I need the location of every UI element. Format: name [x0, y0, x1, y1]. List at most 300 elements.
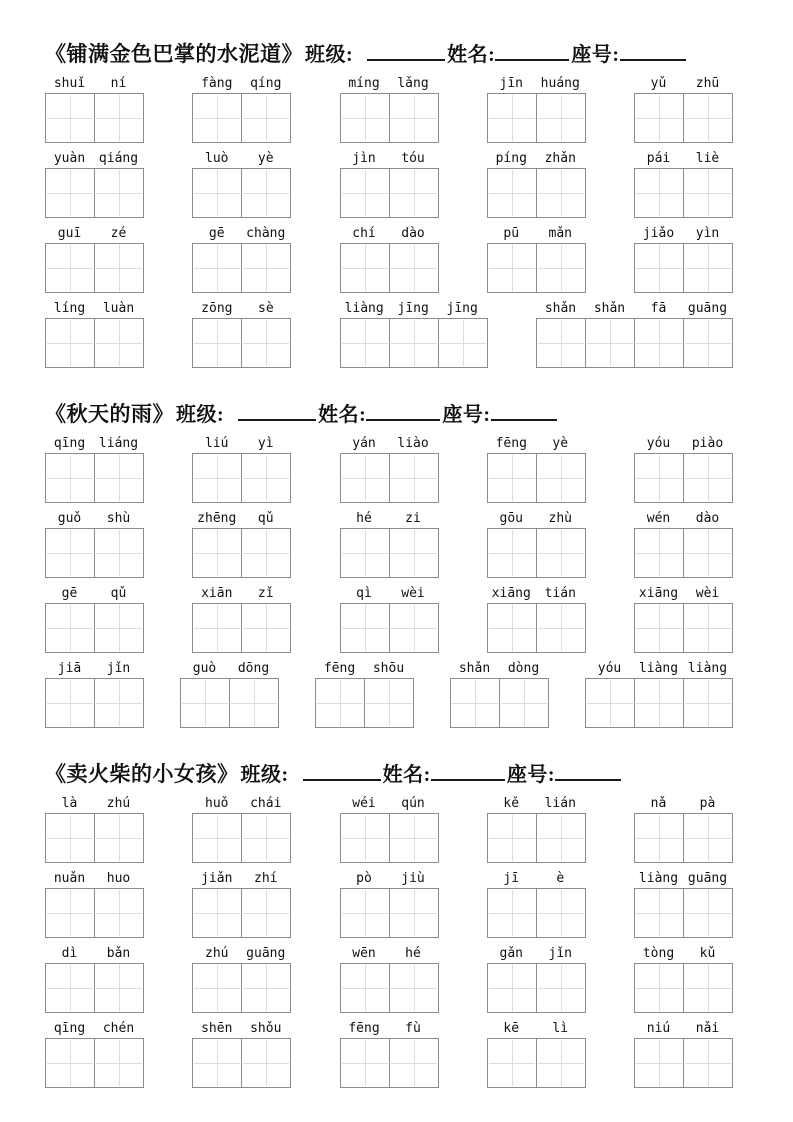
word-group: [192, 871, 291, 938]
box-row: [192, 1038, 291, 1088]
word-group: [340, 301, 488, 368]
box-row: [340, 453, 439, 503]
character-box[interactable]: [634, 243, 684, 293]
character-box[interactable]: [683, 168, 733, 218]
pinyin-row: [634, 511, 733, 526]
pinyin-syllable: shǎn: [458, 661, 491, 676]
pinyin-syllable: zhū: [695, 76, 720, 91]
word-group: [45, 946, 144, 1013]
character-box[interactable]: [634, 528, 684, 578]
name-blank[interactable]: [431, 767, 505, 781]
character-box[interactable]: [487, 453, 537, 503]
box-row: [487, 453, 586, 503]
pinyin-syllable: qīng: [53, 436, 86, 451]
seat-label: 座号:: [442, 404, 491, 426]
character-box[interactable]: [487, 813, 537, 863]
pinyin-syllable: guāng: [246, 946, 286, 961]
pinyin-syllable: liàng: [638, 871, 679, 886]
character-box[interactable]: [487, 888, 537, 938]
character-box[interactable]: [340, 243, 390, 293]
word-group: [487, 511, 586, 578]
pinyin-syllable: hé: [356, 511, 372, 526]
pinyin-syllable: nuǎn: [53, 871, 86, 886]
character-box[interactable]: [241, 93, 291, 143]
pinyin-syllable: gē: [208, 226, 225, 241]
word-group: [45, 301, 144, 368]
pinyin-row: [45, 301, 144, 316]
pinyin-row: [340, 586, 439, 601]
pinyin-row: [340, 436, 439, 451]
section-title: 《铺满金色巴掌的水泥道》: [45, 42, 303, 66]
character-box[interactable]: [340, 453, 390, 503]
box-row: [192, 963, 291, 1013]
box-row: [192, 243, 291, 293]
character-box[interactable]: [45, 813, 95, 863]
box-row: [585, 678, 733, 728]
character-box[interactable]: [94, 678, 144, 728]
pinyin-row: [340, 796, 439, 811]
pinyin-syllable: jīn: [499, 76, 523, 91]
character-box[interactable]: [683, 93, 733, 143]
character-box[interactable]: [94, 528, 144, 578]
seat-blank[interactable]: [620, 47, 686, 61]
character-box[interactable]: [340, 963, 390, 1013]
pinyin-syllable: jǐn: [548, 946, 572, 961]
box-row: [340, 1038, 439, 1088]
pinyin-row: [192, 226, 291, 241]
box-row: [45, 243, 144, 293]
word-row: [45, 151, 733, 218]
character-box[interactable]: [241, 453, 291, 503]
box-row: [487, 93, 586, 143]
word-group: [192, 796, 291, 863]
word-group: [634, 76, 733, 143]
character-box[interactable]: [45, 93, 95, 143]
character-box[interactable]: [192, 813, 242, 863]
box-row: [634, 963, 733, 1013]
character-box[interactable]: [340, 888, 390, 938]
box-row: [487, 1038, 586, 1088]
character-box[interactable]: [241, 1038, 291, 1088]
character-box[interactable]: [389, 963, 439, 1013]
character-box[interactable]: [45, 963, 95, 1013]
character-box[interactable]: [94, 93, 144, 143]
pinyin-syllable: gōu: [499, 511, 523, 526]
class-blank[interactable]: [238, 407, 316, 421]
pinyin-syllable: shǎn: [593, 301, 626, 316]
box-row: [487, 243, 586, 293]
pinyin-syllable: qì: [356, 586, 372, 601]
pinyin-syllable: zǐ: [257, 586, 274, 601]
character-box[interactable]: [94, 1038, 144, 1088]
pinyin-syllable: jiù: [401, 871, 425, 886]
pinyin-row: [634, 151, 733, 166]
pinyin-syllable: lián: [544, 796, 576, 811]
pinyin-syllable: xiān: [201, 586, 233, 601]
pinyin-syllable: fù: [405, 1021, 421, 1036]
class-blank[interactable]: [367, 47, 445, 61]
word-group: [634, 871, 733, 938]
word-group: [487, 1021, 586, 1088]
character-box[interactable]: [241, 243, 291, 293]
box-row: [634, 888, 733, 938]
pinyin-syllable: guī: [57, 226, 82, 241]
character-box[interactable]: [192, 603, 242, 653]
character-box[interactable]: [585, 678, 635, 728]
pinyin-row: [340, 511, 439, 526]
character-box[interactable]: [45, 1038, 95, 1088]
word-group: [487, 586, 586, 653]
character-box[interactable]: [634, 93, 684, 143]
character-box[interactable]: [340, 168, 390, 218]
character-box[interactable]: [340, 318, 390, 368]
character-box[interactable]: [683, 528, 733, 578]
character-box[interactable]: [389, 813, 439, 863]
pinyin-syllable: fēng: [495, 436, 527, 451]
character-box[interactable]: [536, 168, 586, 218]
box-row: [634, 528, 733, 578]
character-box[interactable]: [389, 453, 439, 503]
worksheet-section: [45, 758, 748, 1088]
character-box[interactable]: [45, 243, 95, 293]
character-box[interactable]: [487, 168, 537, 218]
pinyin-syllable: chén: [102, 1021, 135, 1036]
character-box[interactable]: [94, 318, 144, 368]
word-group: [634, 1021, 733, 1088]
box-row: [180, 678, 279, 728]
pinyin-row: [192, 151, 291, 166]
name-blank[interactable]: [366, 407, 440, 421]
character-box[interactable]: [683, 243, 733, 293]
pinyin-syllable: jǐn: [106, 661, 131, 676]
class-label: 班级:: [240, 764, 289, 786]
character-box[interactable]: [487, 243, 537, 293]
character-box[interactable]: [487, 528, 537, 578]
character-box[interactable]: [45, 168, 95, 218]
pinyin-row: [487, 871, 586, 886]
character-box[interactable]: [634, 1038, 684, 1088]
pinyin-syllable: è: [556, 871, 565, 886]
character-box[interactable]: [389, 318, 439, 368]
character-box[interactable]: [438, 318, 488, 368]
box-row: [45, 963, 144, 1013]
pinyin-row: [192, 871, 291, 886]
pinyin-syllable: bǎn: [106, 946, 131, 961]
character-box[interactable]: [192, 453, 242, 503]
box-row: [192, 168, 291, 218]
pinyin-row: [634, 586, 733, 601]
pinyin-syllable: shù: [106, 511, 131, 526]
character-box[interactable]: [389, 168, 439, 218]
character-box[interactable]: [389, 528, 439, 578]
character-box[interactable]: [45, 678, 95, 728]
box-row: [340, 93, 439, 143]
pinyin-syllable: pò: [356, 871, 372, 886]
word-group: [45, 586, 144, 653]
character-box[interactable]: [683, 603, 733, 653]
word-group: [45, 76, 144, 143]
box-row: [45, 678, 144, 728]
character-box[interactable]: [536, 963, 586, 1013]
word-group: [45, 511, 144, 578]
box-row: [192, 603, 291, 653]
character-box[interactable]: [340, 93, 390, 143]
pinyin-row: [192, 436, 291, 451]
character-box[interactable]: [45, 453, 95, 503]
character-box[interactable]: [94, 168, 144, 218]
character-box[interactable]: [94, 453, 144, 503]
character-box[interactable]: [192, 93, 242, 143]
pinyin-syllable: yè: [257, 151, 274, 166]
character-box[interactable]: [536, 813, 586, 863]
character-box[interactable]: [389, 603, 439, 653]
pinyin-syllable: dào: [401, 226, 425, 241]
pinyin-syllable: yì: [257, 436, 274, 451]
word-group: [487, 436, 586, 503]
box-row: [45, 318, 144, 368]
pinyin-syllable: zhēng: [197, 511, 237, 526]
box-row: [450, 678, 549, 728]
pinyin-syllable: lǎng: [397, 76, 429, 91]
character-box[interactable]: [499, 678, 549, 728]
word-group: [340, 511, 439, 578]
pinyin-syllable: dì: [61, 946, 78, 961]
word-row: [45, 871, 733, 938]
box-row: [634, 1038, 733, 1088]
character-box[interactable]: [450, 678, 500, 728]
pinyin-row: [340, 946, 439, 961]
character-box[interactable]: [241, 168, 291, 218]
character-box[interactable]: [389, 888, 439, 938]
pinyin-syllable: wèi: [695, 586, 720, 601]
pinyin-syllable: ní: [110, 76, 127, 91]
character-box[interactable]: [536, 93, 586, 143]
character-box[interactable]: [94, 963, 144, 1013]
pinyin-syllable: liáng: [98, 436, 139, 451]
pinyin-row: [192, 511, 291, 526]
character-box[interactable]: [536, 528, 586, 578]
section-title: 《卖火柴的小女孩》: [45, 762, 239, 786]
character-box[interactable]: [241, 963, 291, 1013]
pinyin-syllable: kě: [503, 796, 520, 811]
word-group: [192, 226, 291, 293]
word-group: [487, 151, 586, 218]
character-box[interactable]: [241, 318, 291, 368]
character-box[interactable]: [340, 1038, 390, 1088]
character-box[interactable]: [340, 603, 390, 653]
character-box[interactable]: [634, 963, 684, 1013]
pinyin-row: [487, 436, 586, 451]
character-box[interactable]: [683, 813, 733, 863]
character-box[interactable]: [340, 813, 390, 863]
box-row: [340, 168, 439, 218]
character-box[interactable]: [389, 243, 439, 293]
pinyin-syllable: yóu: [646, 436, 671, 451]
character-box[interactable]: [683, 963, 733, 1013]
pinyin-syllable: yǔ: [650, 76, 667, 91]
character-box[interactable]: [94, 243, 144, 293]
name-blank[interactable]: [495, 47, 569, 61]
character-box[interactable]: [389, 1038, 439, 1088]
box-row: [192, 888, 291, 938]
pinyin-syllable: wèi: [401, 586, 425, 601]
character-box[interactable]: [536, 888, 586, 938]
character-box[interactable]: [241, 528, 291, 578]
character-box[interactable]: [389, 93, 439, 143]
word-group: [340, 436, 439, 503]
box-row: [340, 963, 439, 1013]
character-box[interactable]: [634, 318, 684, 368]
character-box[interactable]: [192, 528, 242, 578]
character-box[interactable]: [585, 318, 635, 368]
character-box[interactable]: [634, 168, 684, 218]
character-box[interactable]: [536, 603, 586, 653]
character-box[interactable]: [683, 453, 733, 503]
box-row: [315, 678, 414, 728]
pinyin-row: [45, 76, 144, 91]
character-box[interactable]: [487, 963, 537, 1013]
character-box[interactable]: [45, 603, 95, 653]
character-box[interactable]: [536, 318, 586, 368]
character-box[interactable]: [229, 678, 279, 728]
pinyin-row: [192, 586, 291, 601]
pinyin-syllable: líng: [53, 301, 86, 316]
pinyin-syllable: mǎn: [548, 226, 572, 241]
box-row: [634, 453, 733, 503]
word-group: [340, 76, 439, 143]
box-row: [45, 453, 144, 503]
name-label: 姓名:: [318, 404, 367, 426]
character-box[interactable]: [241, 603, 291, 653]
pinyin-syllable: jī: [503, 871, 520, 886]
pinyin-row: [634, 946, 733, 961]
pinyin-row: [536, 301, 733, 316]
pinyin-syllable: shǒu: [250, 1021, 282, 1036]
pinyin-row: [45, 1021, 144, 1036]
pinyin-syllable: liào: [397, 436, 429, 451]
character-box[interactable]: [487, 1038, 537, 1088]
pinyin-syllable: kē: [503, 1021, 520, 1036]
character-box[interactable]: [180, 678, 230, 728]
word-group: [634, 511, 733, 578]
pinyin-syllable: shǎn: [544, 301, 577, 316]
pinyin-syllable: zōng: [201, 301, 233, 316]
character-box[interactable]: [315, 678, 365, 728]
pinyin-syllable: nǎi: [695, 1021, 720, 1036]
character-box[interactable]: [634, 678, 684, 728]
word-group: [45, 151, 144, 218]
class-blank[interactable]: [303, 767, 381, 781]
character-box[interactable]: [487, 93, 537, 143]
pinyin-syllable: yè: [552, 436, 569, 451]
character-box[interactable]: [683, 678, 733, 728]
character-box[interactable]: [487, 603, 537, 653]
character-box[interactable]: [634, 603, 684, 653]
pinyin-syllable: niú: [646, 1021, 671, 1036]
seat-label: 座号:: [506, 764, 556, 786]
pinyin-syllable: pū: [503, 226, 520, 241]
box-row: [45, 168, 144, 218]
character-box[interactable]: [45, 888, 95, 938]
worksheet-section: [45, 398, 748, 728]
box-row: [45, 813, 144, 863]
character-box[interactable]: [683, 888, 733, 938]
character-box[interactable]: [94, 888, 144, 938]
character-box[interactable]: [192, 963, 242, 1013]
pinyin-row: [634, 1021, 733, 1036]
word-group: [45, 661, 144, 728]
pinyin-syllable: huo: [106, 871, 131, 886]
pinyin-row: [45, 151, 144, 166]
character-box[interactable]: [192, 168, 242, 218]
word-row: [45, 1021, 733, 1088]
character-box[interactable]: [364, 678, 414, 728]
character-box[interactable]: [241, 888, 291, 938]
pinyin-syllable: qīng: [53, 1021, 86, 1036]
pinyin-row: [192, 1021, 291, 1036]
character-box[interactable]: [192, 888, 242, 938]
pinyin-row: [340, 1021, 439, 1036]
pinyin-row: [487, 511, 586, 526]
class-label: 班级:: [176, 404, 225, 426]
box-row: [634, 813, 733, 863]
pinyin-syllable: yuàn: [53, 151, 86, 166]
character-box[interactable]: [683, 1038, 733, 1088]
seat-blank[interactable]: [491, 407, 557, 421]
character-box[interactable]: [45, 528, 95, 578]
word-group: [192, 151, 291, 218]
seat-blank[interactable]: [555, 767, 621, 781]
pinyin-row: [340, 76, 439, 91]
pinyin-syllable: kǔ: [699, 946, 716, 961]
word-group: [340, 151, 439, 218]
character-box[interactable]: [192, 318, 242, 368]
box-row: [192, 93, 291, 143]
pinyin-syllable: gǎn: [499, 946, 523, 961]
character-box[interactable]: [192, 243, 242, 293]
character-box[interactable]: [634, 453, 684, 503]
character-box[interactable]: [634, 888, 684, 938]
section-header: [45, 398, 748, 428]
box-row: [487, 963, 586, 1013]
word-row: [45, 511, 733, 578]
word-row: [45, 301, 733, 368]
character-box[interactable]: [536, 243, 586, 293]
pinyin-syllable: qǔ: [257, 511, 274, 526]
pinyin-row: [45, 946, 144, 961]
character-box[interactable]: [536, 453, 586, 503]
character-box[interactable]: [192, 1038, 242, 1088]
pinyin-row: [340, 226, 439, 241]
word-group: [192, 1021, 291, 1088]
character-box[interactable]: [94, 813, 144, 863]
pinyin-syllable: wéi: [352, 796, 376, 811]
character-box[interactable]: [45, 318, 95, 368]
character-box[interactable]: [241, 813, 291, 863]
section-header: [45, 38, 748, 68]
word-group: [340, 946, 439, 1013]
character-box[interactable]: [340, 528, 390, 578]
word-group: [45, 1021, 144, 1088]
pinyin-syllable: jiā: [57, 661, 82, 676]
word-group: [340, 871, 439, 938]
character-box[interactable]: [536, 1038, 586, 1088]
pinyin-row: [192, 301, 291, 316]
character-box[interactable]: [683, 318, 733, 368]
character-box[interactable]: [94, 603, 144, 653]
character-box[interactable]: [634, 813, 684, 863]
box-row: [634, 603, 733, 653]
